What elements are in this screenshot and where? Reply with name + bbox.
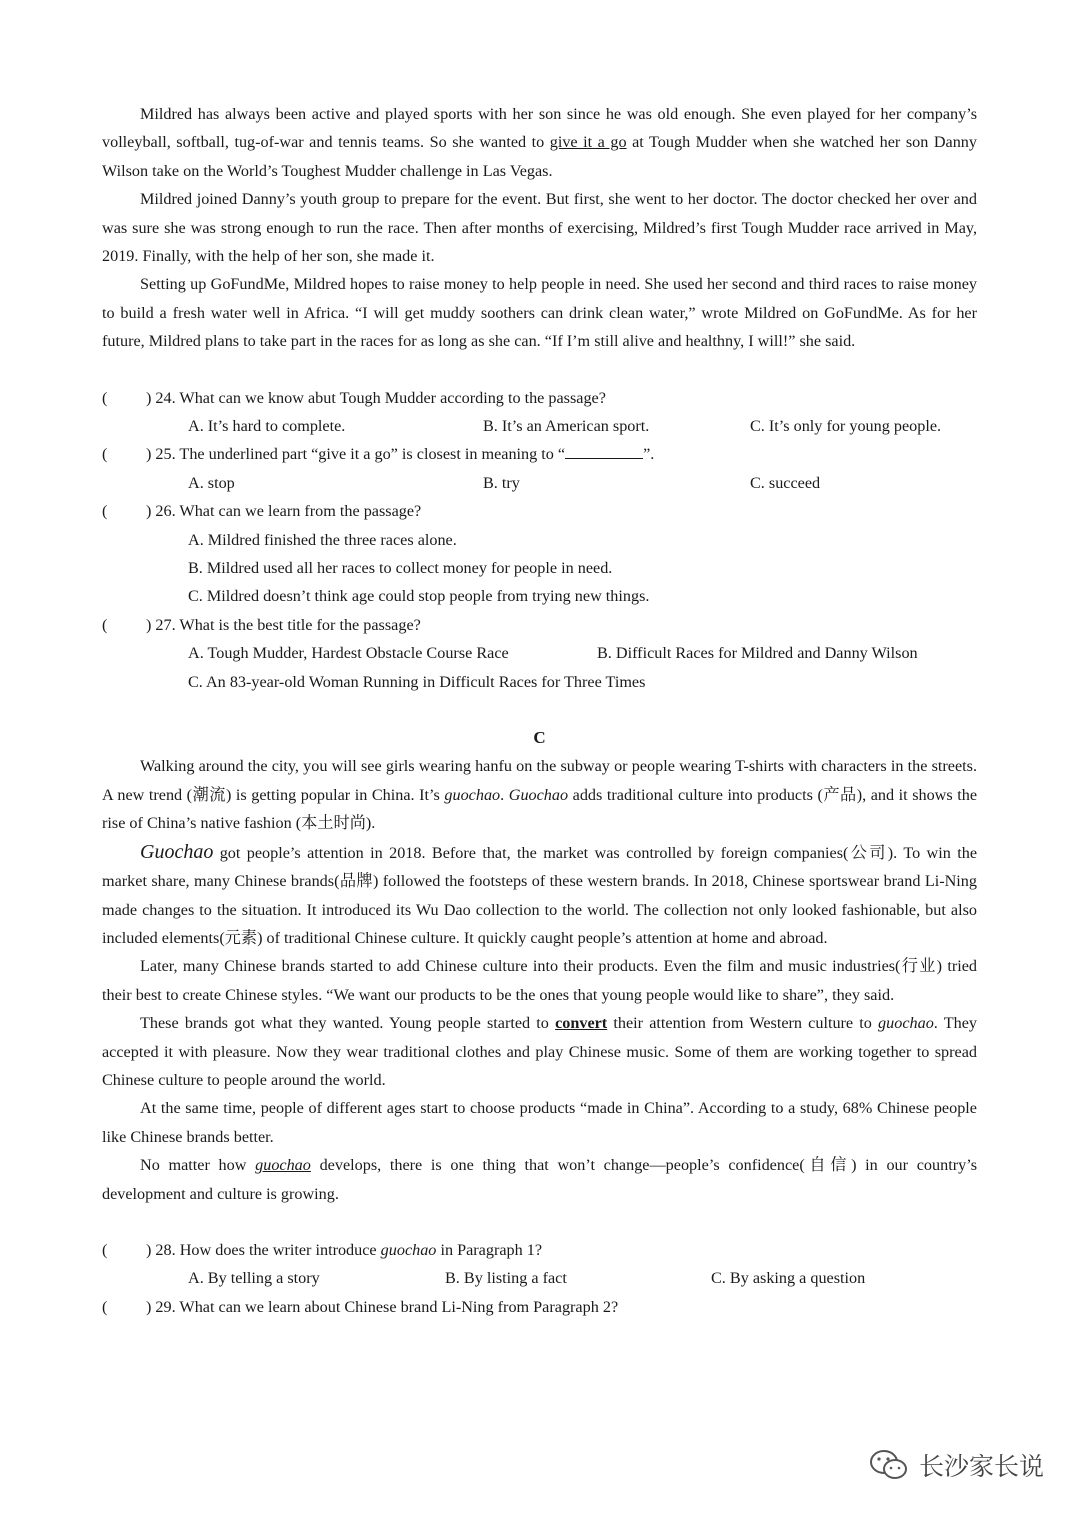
underlined-word: guochao: [255, 1156, 311, 1175]
question-26: ( ) 26. What can we learn from the passage?: [102, 502, 422, 521]
question-28: ( ) 28. How does the writer introduce guochao in Paragraph 1?: [102, 1240, 543, 1259]
option-b: B. By listing a fact: [445, 1269, 567, 1288]
section-title: C: [533, 728, 546, 748]
watermark: [869, 1447, 1044, 1483]
paragraph: Walking around the city, you will see girls wearing hanfu on the subway or people wearing T-shirts with characters in the streets. A new trend (潮流) is getting popular in China. It’s guochao. Guochao adds traditional culture into products (产品), and it shows the rise of China’s native fashion (本土时尚).: [102, 757, 978, 833]
document-page: [102, 100, 977, 1321]
underlined-phrase: give it a go: [549, 133, 627, 152]
option-c: C. Mildred doesn’t think age could stop people from trying new things.: [188, 587, 650, 606]
option-a: A. Mildred finished the three races alone.: [188, 530, 457, 549]
option-b: B. try: [483, 473, 520, 492]
options-27: [102, 639, 977, 667]
question-27: ( ) 27. What is the best title for the passage?: [102, 615, 421, 634]
option-b: B. It’s an American sport.: [483, 417, 650, 436]
option-b: B. Mildred used all her races to collect money for people in need.: [188, 559, 613, 578]
option-b: B. Difficult Races for Mildred and Danny Wilson: [597, 644, 918, 663]
paragraph: Setting up GoFundMe, Mildred hopes to raise money to help people in need. She used her second and third races to raise money to build a fresh water well in Africa. “I will get muddy soothers can drink clean water,” wrote Mildred on GoFundMe. As for her future, Mildred plans to take part in the races for as long as she can. “If I’m still alive and healthny, I will!” she said.: [102, 275, 977, 351]
question-29: ( ) 29. What can we learn about Chinese brand Li-Ning from Paragraph 2?: [102, 1297, 619, 1316]
paragraph: Guochao got people’s attention in 2018. Before that, the market was controlled by foreign companies(公司). To win the market share, many Chinese brands(品牌) followed the footsteps of these western brands. In 2018, Chinese sportswear brand Li-Ning made changes to the situation. It introduced its Wu Dao collection to the world. The collection not only looked fashionable, but also included elements(元素) of traditional Chinese culture. It quickly caught people’s attention at home and abroad.: [102, 840, 977, 947]
option-a: A. By telling a story: [188, 1269, 320, 1288]
option-a: A. stop: [188, 473, 235, 492]
paragraph: Mildred joined Danny’s youth group to prepare for the event. But first, she went to her doctor. The doctor checked her over and was sure she was strong enough to run the race. Then after months of exercising, Mildred’s first Tough Mudder race arrived in May, 2019. Finally, with the help of her son, she made it.: [102, 190, 977, 266]
underlined-word: convert: [555, 1014, 608, 1033]
paragraph: Mildred has always been active and played sports with her son since he was old enough. She even played for her company’s volleyball, softball, tug-of-war and tennis teams. So she wanted to give it a go at Tough Mudder when she watched her son Danny Wilson take on the World’s Toughest Mudder challenge in Las Vegas.: [102, 105, 977, 180]
paragraph: These brands got what they wanted. Young people started to convert their attention from Western culture to guochao. They accepted it with pleasure. Now they wear traditional clothes and play Chinese music. Some of them are working together to spread Chinese culture to people around the world.: [102, 1014, 977, 1089]
paragraph: At the same time, people of different ages start to choose products “made in China”. According to a study, 68% Chinese people like Chinese brands better.: [102, 1099, 977, 1146]
question-25: ( ) 25. The underlined part “give it a go” is closest in meaning to “ ”.: [102, 445, 655, 464]
options-25: [102, 469, 977, 497]
option-c: C. succeed: [750, 473, 821, 492]
question-24: ( ) 24. What can we know abut Tough Mudder according to the passage?: [102, 388, 606, 407]
paragraph: No matter how guochao develops, there is one thing that won’t change—people’s confidence(自信) in our country’s development and culture is growing.: [102, 1156, 977, 1203]
options-24: [102, 412, 977, 440]
wechat-icon: [869, 1448, 909, 1482]
option-c: C. By asking a question: [711, 1269, 866, 1288]
option-c: C. An 83-year-old Woman Running in Difficult Races for Three Times: [188, 672, 646, 691]
options-28: [102, 1264, 977, 1292]
watermark-text: 长沙家长说: [918, 1452, 1044, 1481]
answer-blank: [565, 444, 643, 459]
option-c: C. It’s only for young people.: [750, 417, 942, 436]
option-a: A. It’s hard to complete.: [188, 417, 346, 436]
option-a: A. Tough Mudder, Hardest Obstacle Course Race: [188, 644, 509, 663]
paragraph: Later, many Chinese brands started to add Chinese culture into their products. Even the film and music industries(行业) tried their best to create Chinese styles. “We want our products to be the ones that young people would like to share”, they said.: [102, 957, 977, 1004]
